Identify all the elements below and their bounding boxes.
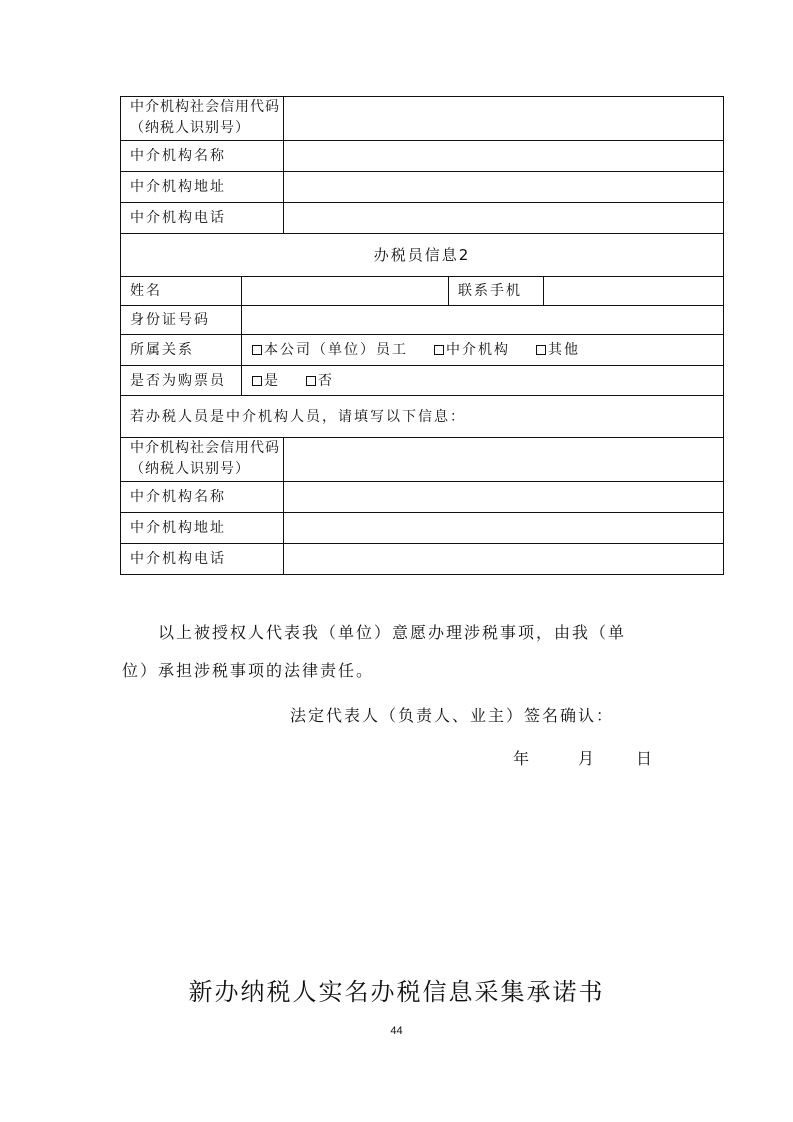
id-number-label: 身份证号码: [130, 312, 210, 328]
buyer-options: [242, 366, 723, 395]
table-border-right: [723, 96, 724, 575]
phone-field[interactable]: [544, 277, 723, 305]
relation-label: 所属关系: [130, 342, 194, 358]
intermediary-note: 若办税人员是中介机构人员，请填写以下信息：: [130, 408, 466, 425]
section-title-agent-2: 办税员信息2: [373, 246, 471, 264]
credit-code-label: 中介机构社会信用代码（纳税人识别号）: [130, 99, 280, 136]
option-label: 中介机构: [446, 342, 510, 358]
credit-code-field[interactable]: [284, 97, 723, 140]
option-label: 是: [264, 372, 280, 389]
agency-address-field[interactable]: [284, 172, 723, 202]
agency-name-field[interactable]: [284, 482, 723, 512]
name-label: 姓名: [130, 283, 162, 299]
credit-code-field[interactable]: [284, 438, 723, 481]
relation-option-intermediary[interactable]: [434, 340, 510, 360]
agency-address-field[interactable]: [284, 513, 723, 543]
option-label: 否: [318, 372, 334, 389]
checkbox-icon[interactable]: [434, 345, 444, 355]
statement-line-2: 位）承担涉税事项的法律责任。: [122, 661, 375, 680]
agency-phone-field[interactable]: [284, 544, 723, 574]
signature-line: 法定代表人（负责人、业主）签名确认：: [290, 706, 615, 725]
relation-options: [242, 335, 723, 365]
option-label: 本公司（单位）员工: [264, 342, 408, 358]
buyer-option-no[interactable]: [306, 371, 334, 391]
date-year: 年: [513, 749, 532, 768]
relation-option-employee[interactable]: [252, 340, 408, 360]
page-number: 44: [390, 1025, 403, 1037]
buyer-option-yes[interactable]: [252, 371, 280, 391]
statement-line-1: 以上被授权人代表我（单位）意愿办理涉税事项，由我（单: [158, 623, 627, 642]
commitment-letter-title: 新办纳税人实名办税信息采集承诺书: [188, 978, 605, 1006]
id-number-field[interactable]: [242, 306, 723, 334]
date-month: 月: [578, 749, 597, 768]
checkbox-icon[interactable]: [252, 376, 262, 386]
agency-phone-field[interactable]: [284, 203, 723, 233]
date-day: 日: [636, 749, 655, 768]
name-field[interactable]: [242, 277, 448, 305]
row-line: [120, 574, 724, 575]
agency-address-label: 中介机构地址: [130, 179, 226, 195]
agency-phone-label: 中介机构电话: [130, 210, 226, 226]
agency-phone-label: 中介机构电话: [130, 551, 226, 567]
relation-option-other[interactable]: [536, 340, 580, 360]
checkbox-icon[interactable]: [252, 345, 262, 355]
checkbox-icon[interactable]: [306, 376, 316, 386]
checkbox-icon[interactable]: [536, 345, 546, 355]
agency-name-field[interactable]: [284, 141, 723, 171]
credit-code-label: 中介机构社会信用代码（纳税人识别号）: [130, 440, 280, 477]
option-label: 其他: [548, 342, 580, 358]
agency-name-label: 中介机构名称: [130, 489, 226, 505]
phone-label: 联系手机: [458, 283, 522, 299]
agency-address-label: 中介机构地址: [130, 520, 226, 536]
agency-name-label: 中介机构名称: [130, 148, 226, 164]
buyer-label: 是否为购票员: [130, 372, 226, 389]
